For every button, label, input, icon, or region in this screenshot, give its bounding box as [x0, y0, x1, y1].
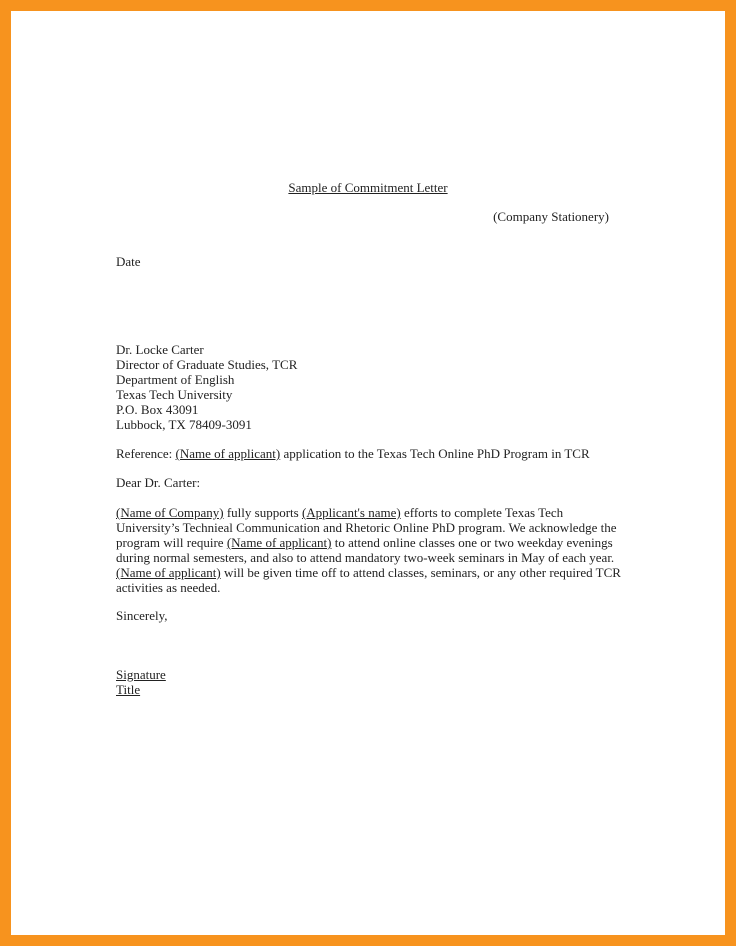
body-line-6: activities as needed.	[116, 580, 221, 595]
body-text-4: to attend online classes one or two weekday evenings	[331, 535, 613, 550]
date-line: Date	[116, 254, 141, 269]
body-text-5: will be given time off to attend classes, seminars, or any other required TCR	[220, 565, 621, 580]
applicant-name-placeholder: (Applicant's name)	[301, 505, 401, 520]
body-line-4: during normal semesters, and also to attend mandatory two-week seminars in May of each year.	[116, 550, 615, 565]
body-text-1: fully supports	[223, 505, 302, 520]
body-text-3: program will require	[116, 535, 227, 550]
recipient-po-box: P.O. Box 43091	[116, 402, 199, 417]
recipient-position: Director of Graduate Studies, TCR	[116, 357, 298, 372]
company-placeholder: (Name of Company)	[116, 505, 224, 520]
body-line-5	[116, 565, 626, 580]
signature-line: Signature	[116, 667, 166, 682]
company-stationery: (Company Stationery)	[493, 209, 609, 224]
salutation: Dear Dr. Carter:	[116, 475, 201, 490]
reference-label: Reference:	[116, 446, 176, 461]
body-line-3	[116, 535, 626, 550]
recipient-name: Dr. Locke Carter	[116, 342, 204, 357]
recipient-department: Department of English	[116, 372, 235, 387]
recipient-address	[116, 342, 297, 432]
applicant-placeholder-2: (Name of applicant)	[116, 565, 221, 580]
body-line-1	[116, 505, 626, 520]
recipient-city-line: Lubbock, TX 78409-3091	[116, 417, 252, 432]
reference-rest: application to the Texas Tech Online PhD Program in TCR	[280, 446, 590, 461]
recipient-university: Texas Tech University	[116, 387, 233, 402]
reference-line	[116, 446, 590, 461]
body-paragraph	[116, 505, 626, 595]
reference-applicant-placeholder: (Name of applicant)	[175, 446, 281, 461]
signature-title: Title	[116, 682, 141, 697]
letter-title: Sample of Commitment Letter	[288, 180, 448, 195]
body-line-2: University’s Technieal Communication and Rhetoric Online PhD program. We acknowledge the	[116, 520, 617, 535]
applicant-placeholder-1: (Name of applicant)	[226, 535, 332, 550]
closing: Sincerely,	[116, 608, 168, 623]
body-text-2: efforts to complete Texas Tech	[400, 505, 564, 520]
